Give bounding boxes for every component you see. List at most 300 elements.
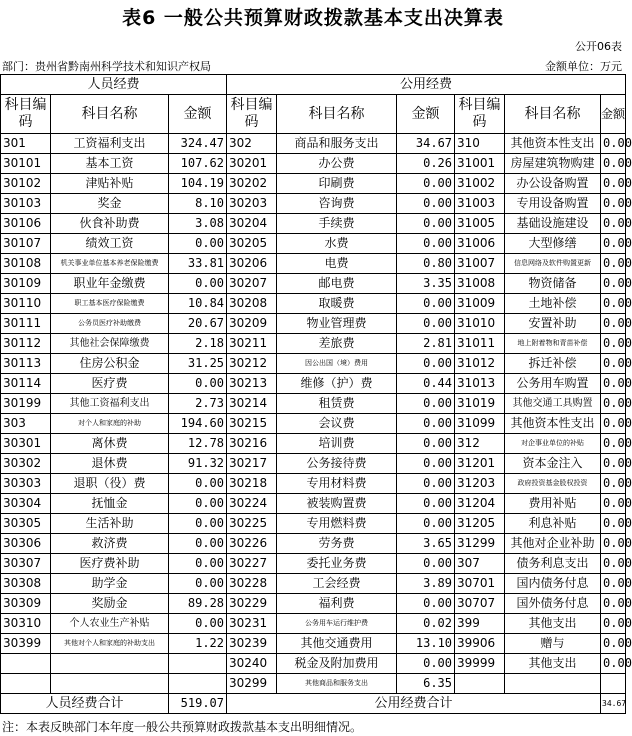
table-row — [1, 634, 626, 654]
amount-cell: 0.00 — [601, 154, 626, 174]
table-row — [1, 474, 626, 494]
code-cell: 303 — [1, 414, 51, 434]
code-cell: 30201 — [227, 154, 277, 174]
public-group-header: 公用经费 — [227, 75, 626, 95]
name-cell: 退职（役）费 — [51, 474, 169, 494]
name-cell: 税金及附加费用 — [277, 654, 397, 674]
name-cell: 委托业务费 — [277, 554, 397, 574]
code-cell: 31002 — [455, 174, 505, 194]
name-cell: 办公设备购置 — [505, 174, 601, 194]
amount-cell: 34.67 — [397, 134, 455, 154]
code-cell: 30206 — [227, 254, 277, 274]
form-code: 公开06表 — [575, 40, 622, 53]
code-cell: 30229 — [227, 594, 277, 614]
name-cell: 国外债务付息 — [505, 594, 601, 614]
name-cell: 工资福利支出 — [51, 134, 169, 154]
amount-cell: 0.00 — [601, 494, 626, 514]
name-cell: 咨询费 — [277, 194, 397, 214]
amount-cell: 0.80 — [397, 254, 455, 274]
code-cell: 39999 — [455, 654, 505, 674]
name-cell: 赠与 — [505, 634, 601, 654]
amount-cell: 0.00 — [601, 214, 626, 234]
name-cell: 债务利息支出 — [505, 554, 601, 574]
table-row — [1, 514, 626, 534]
name-cell: 其他交通工具购置 — [505, 394, 601, 414]
name-cell: 津贴补贴 — [51, 174, 169, 194]
col-header-name: 科目名称 — [505, 95, 601, 134]
name-cell: 伙食补助费 — [51, 214, 169, 234]
name-cell: 其他资本性支出 — [505, 134, 601, 154]
amount-cell: 31.25 — [169, 354, 227, 374]
table-row — [1, 254, 626, 274]
table-row — [1, 194, 626, 214]
code-cell: 30226 — [227, 534, 277, 554]
code-cell: 30209 — [227, 314, 277, 334]
code-cell: 30310 — [1, 614, 51, 634]
table-row — [1, 374, 626, 394]
name-cell: 离休费 — [51, 434, 169, 454]
name-cell: 基础设施建设 — [505, 214, 601, 234]
code-cell: 31203 — [455, 474, 505, 494]
department-label: 部门：贵州省黔南州科学技术和知识产权局 — [2, 60, 211, 73]
code-cell: 31003 — [455, 194, 505, 214]
totals-row — [1, 694, 626, 714]
name-cell: 资本金注入 — [505, 454, 601, 474]
code-cell: 30707 — [455, 594, 505, 614]
name-cell: 其他资本性支出 — [505, 414, 601, 434]
amount-cell: 0.00 — [601, 374, 626, 394]
amount-cell: 0.00 — [601, 394, 626, 414]
code-cell: 31008 — [455, 274, 505, 294]
amount-cell: 0.00 — [397, 294, 455, 314]
amount-cell: 0.00 — [397, 354, 455, 374]
code-cell: 30101 — [1, 154, 51, 174]
amount-cell: 2.18 — [169, 334, 227, 354]
name-cell: 机关事业单位基本养老保险缴费 — [51, 254, 169, 274]
name-cell: 退休费 — [51, 454, 169, 474]
code-cell: 31013 — [455, 374, 505, 394]
col-header-code: 科目编码 — [1, 95, 51, 134]
code-cell: 30114 — [1, 374, 51, 394]
code-cell: 30207 — [227, 274, 277, 294]
amount-cell: 0.00 — [601, 474, 626, 494]
amount-cell: 0.00 — [601, 574, 626, 594]
amount-cell: 20.67 — [169, 314, 227, 334]
amount-cell: 3.35 — [397, 274, 455, 294]
amount-cell: 0.00 — [397, 594, 455, 614]
col-header-code: 科目编码 — [455, 95, 505, 134]
table-row — [1, 594, 626, 614]
amount-cell: 12.78 — [169, 434, 227, 454]
amount-cell: 0.00 — [169, 374, 227, 394]
code-cell: 302 — [227, 134, 277, 154]
amount-cell: 10.84 — [169, 294, 227, 314]
table-row — [1, 394, 626, 414]
amount-cell: 13.10 — [397, 634, 455, 654]
amount-cell: 0.00 — [169, 614, 227, 634]
name-cell: 物资储备 — [505, 274, 601, 294]
code-cell: 30213 — [227, 374, 277, 394]
amount-cell: 0.00 — [169, 514, 227, 534]
name-cell: 其他对企业补助 — [505, 534, 601, 554]
code-cell: 31201 — [455, 454, 505, 474]
name-cell: 印刷费 — [277, 174, 397, 194]
code-cell: 30103 — [1, 194, 51, 214]
code-cell: 30216 — [227, 434, 277, 454]
name-cell: 安置补助 — [505, 314, 601, 334]
name-cell: 福利费 — [277, 594, 397, 614]
code-cell: 31205 — [455, 514, 505, 534]
amount-cell: 0.00 — [601, 434, 626, 454]
code-cell: 31001 — [455, 154, 505, 174]
table-row — [1, 154, 626, 174]
amount-cell: 0.00 — [169, 554, 227, 574]
code-cell: 30102 — [1, 174, 51, 194]
amount-cell: 0.00 — [601, 314, 626, 334]
table-row — [1, 674, 626, 694]
code-cell: 30309 — [1, 594, 51, 614]
amount-cell: 6.35 — [397, 674, 455, 694]
code-cell: 30202 — [227, 174, 277, 194]
amount-cell: 0.00 — [601, 254, 626, 274]
name-cell: 其他工资福利支出 — [51, 394, 169, 414]
code-cell: 30306 — [1, 534, 51, 554]
code-cell: 30227 — [227, 554, 277, 574]
amount-cell: 0.00 — [397, 494, 455, 514]
code-cell: 31204 — [455, 494, 505, 514]
code-cell: 30239 — [227, 634, 277, 654]
amount-cell — [601, 674, 626, 694]
footnote: 注：本表反映部门本年度一般公共预算财政拨款基本支出明细情况。 — [2, 720, 363, 734]
name-cell: 劳务费 — [277, 534, 397, 554]
code-cell: 30203 — [227, 194, 277, 214]
group-header-row — [1, 75, 626, 95]
public-total-label: 公用经费合计 — [227, 694, 601, 714]
code-cell: 30307 — [1, 554, 51, 574]
amount-cell: 0.00 — [169, 234, 227, 254]
amount-cell: 0.00 — [169, 474, 227, 494]
name-cell — [51, 674, 169, 694]
unit-label: 金额单位：万元 — [545, 60, 622, 73]
name-cell: 其他对个人和家庭的补助支出 — [51, 634, 169, 654]
amount-cell: 0.00 — [601, 274, 626, 294]
name-cell: 费用补贴 — [505, 494, 601, 514]
name-cell: 商品和服务支出 — [277, 134, 397, 154]
name-cell — [505, 674, 601, 694]
code-cell — [455, 674, 505, 694]
name-cell: 公务接待费 — [277, 454, 397, 474]
table-row — [1, 534, 626, 554]
name-cell: 办公费 — [277, 154, 397, 174]
name-cell: 其他支出 — [505, 614, 601, 634]
amount-cell: 0.00 — [601, 654, 626, 674]
name-cell: 地上附着物和青苗补偿 — [505, 334, 601, 354]
col-header-amount: 金额 — [169, 95, 227, 134]
amount-cell: 0.00 — [397, 314, 455, 334]
table-row — [1, 174, 626, 194]
code-cell: 307 — [455, 554, 505, 574]
expenditure-table — [0, 74, 632, 714]
code-cell: 31019 — [455, 394, 505, 414]
amount-cell: 0.00 — [397, 234, 455, 254]
amount-cell: 0.00 — [397, 394, 455, 414]
name-cell: 专用材料费 — [277, 474, 397, 494]
name-cell: 电费 — [277, 254, 397, 274]
code-cell: 30240 — [227, 654, 277, 674]
amount-cell: 89.28 — [169, 594, 227, 614]
amount-cell: 2.73 — [169, 394, 227, 414]
amount-cell: 0.00 — [397, 194, 455, 214]
name-cell: 职工基本医疗保险缴费 — [51, 294, 169, 314]
name-cell: 取暖费 — [277, 294, 397, 314]
table-row — [1, 574, 626, 594]
code-cell: 31005 — [455, 214, 505, 234]
name-cell: 专用燃料费 — [277, 514, 397, 534]
amount-cell: 0.00 — [397, 654, 455, 674]
amount-cell: 0.00 — [397, 434, 455, 454]
amount-cell: 0.00 — [601, 414, 626, 434]
table-row — [1, 134, 626, 154]
amount-cell: 0.00 — [601, 354, 626, 374]
amount-cell: 0.00 — [169, 494, 227, 514]
code-cell: 30217 — [227, 454, 277, 474]
amount-cell: 3.08 — [169, 214, 227, 234]
table-row — [1, 434, 626, 454]
amount-cell: 0.00 — [397, 414, 455, 434]
code-cell: 31007 — [455, 254, 505, 274]
name-cell: 专用设备购置 — [505, 194, 601, 214]
code-cell: 30107 — [1, 234, 51, 254]
code-cell: 30204 — [227, 214, 277, 234]
amount-cell: 3.89 — [397, 574, 455, 594]
code-cell: 312 — [455, 434, 505, 454]
name-cell: 土地补偿 — [505, 294, 601, 314]
name-cell: 医疗费补助 — [51, 554, 169, 574]
name-cell: 住房公积金 — [51, 354, 169, 374]
amount-cell: 0.00 — [397, 474, 455, 494]
name-cell: 手续费 — [277, 214, 397, 234]
code-cell: 30399 — [1, 634, 51, 654]
code-cell: 30109 — [1, 274, 51, 294]
code-cell: 30211 — [227, 334, 277, 354]
name-cell: 差旅费 — [277, 334, 397, 354]
table-row — [1, 414, 626, 434]
amount-cell: 3.65 — [397, 534, 455, 554]
name-cell: 职业年金缴费 — [51, 274, 169, 294]
name-cell: 拆迁补偿 — [505, 354, 601, 374]
name-cell: 大型修缮 — [505, 234, 601, 254]
column-header-row — [1, 95, 626, 134]
code-cell: 30305 — [1, 514, 51, 534]
name-cell: 利息补贴 — [505, 514, 601, 534]
name-cell: 基本工资 — [51, 154, 169, 174]
code-cell: 30113 — [1, 354, 51, 374]
table-row — [1, 294, 626, 314]
page-title: 表6 一般公共预算财政拨款基本支出决算表 — [122, 7, 504, 29]
col-header-name: 科目名称 — [277, 95, 397, 134]
personnel-total-label: 人员经费合计 — [1, 694, 169, 714]
name-cell: 生活补助 — [51, 514, 169, 534]
name-cell: 抚恤金 — [51, 494, 169, 514]
code-cell: 30108 — [1, 254, 51, 274]
table-row — [1, 554, 626, 574]
name-cell: 其他商品和服务支出 — [277, 674, 397, 694]
amount-cell — [169, 654, 227, 674]
code-cell: 30308 — [1, 574, 51, 594]
amount-cell: 0.00 — [601, 634, 626, 654]
code-cell: 39906 — [455, 634, 505, 654]
amount-cell: 0.00 — [397, 554, 455, 574]
name-cell: 奖励金 — [51, 594, 169, 614]
personnel-total-value: 519.07 — [169, 694, 227, 714]
amount-cell: 0.00 — [601, 334, 626, 354]
code-cell: 30225 — [227, 514, 277, 534]
personnel-group-header: 人员经费 — [1, 75, 227, 95]
amount-cell: 0.26 — [397, 154, 455, 174]
col-header-name: 科目名称 — [51, 95, 169, 134]
amount-cell: 0.00 — [397, 514, 455, 534]
amount-cell: 0.00 — [601, 554, 626, 574]
amount-cell: 0.00 — [601, 614, 626, 634]
name-cell: 其他交通费用 — [277, 634, 397, 654]
code-cell: 30218 — [227, 474, 277, 494]
table-row — [1, 314, 626, 334]
amount-cell: 0.00 — [397, 174, 455, 194]
name-cell: 其他支出 — [505, 654, 601, 674]
code-cell: 30215 — [227, 414, 277, 434]
name-cell: 国内债务付息 — [505, 574, 601, 594]
name-cell: 政府投资基金股权投资 — [505, 474, 601, 494]
code-cell: 30208 — [227, 294, 277, 314]
name-cell: 工会经费 — [277, 574, 397, 594]
table-row — [1, 334, 626, 354]
amount-cell: 0.00 — [397, 454, 455, 474]
code-cell: 310 — [455, 134, 505, 154]
amount-cell: 194.60 — [169, 414, 227, 434]
code-cell: 30228 — [227, 574, 277, 594]
code-cell: 31006 — [455, 234, 505, 254]
name-cell: 公务用车运行维护费 — [277, 614, 397, 634]
name-cell: 会议费 — [277, 414, 397, 434]
code-cell: 30301 — [1, 434, 51, 454]
code-cell: 31299 — [455, 534, 505, 554]
table-row — [1, 454, 626, 474]
amount-cell: 2.81 — [397, 334, 455, 354]
public-total-value: 34.67 — [601, 694, 626, 714]
amount-cell: 0.00 — [397, 214, 455, 234]
amount-cell: 0.00 — [601, 134, 626, 154]
code-cell: 31009 — [455, 294, 505, 314]
table-row — [1, 354, 626, 374]
name-cell: 医疗费 — [51, 374, 169, 394]
code-cell: 30112 — [1, 334, 51, 354]
table-row — [1, 654, 626, 674]
amount-cell: 324.47 — [169, 134, 227, 154]
name-cell: 公务用车购置 — [505, 374, 601, 394]
name-cell — [51, 654, 169, 674]
name-cell: 租赁费 — [277, 394, 397, 414]
code-cell: 30701 — [455, 574, 505, 594]
amount-cell: 0.44 — [397, 374, 455, 394]
amount-cell: 107.62 — [169, 154, 227, 174]
name-cell: 房屋建筑物购建 — [505, 154, 601, 174]
code-cell: 30205 — [227, 234, 277, 254]
code-cell: 31099 — [455, 414, 505, 434]
name-cell: 对个人和家庭的补助 — [51, 414, 169, 434]
code-cell — [1, 654, 51, 674]
col-header-amount: 金额 — [601, 95, 626, 134]
table-row — [1, 234, 626, 254]
code-cell: 31010 — [455, 314, 505, 334]
name-cell: 因公出国（境）费用 — [277, 354, 397, 374]
name-cell: 培训费 — [277, 434, 397, 454]
code-cell: 30299 — [227, 674, 277, 694]
code-cell: 30224 — [227, 494, 277, 514]
amount-cell: 0.00 — [601, 454, 626, 474]
name-cell: 其他社会保障缴费 — [51, 334, 169, 354]
code-cell: 30110 — [1, 294, 51, 314]
name-cell: 被装购置费 — [277, 494, 397, 514]
code-cell — [1, 674, 51, 694]
amount-cell: 0.00 — [601, 514, 626, 534]
name-cell: 公务员医疗补助缴费 — [51, 314, 169, 334]
table-row — [1, 494, 626, 514]
table-row — [1, 614, 626, 634]
amount-cell: 0.00 — [601, 174, 626, 194]
name-cell: 奖金 — [51, 194, 169, 214]
col-header-amount: 金额 — [397, 95, 455, 134]
code-cell: 301 — [1, 134, 51, 154]
code-cell: 31012 — [455, 354, 505, 374]
code-cell: 31011 — [455, 334, 505, 354]
amount-cell: 0.00 — [601, 234, 626, 254]
code-cell: 30214 — [227, 394, 277, 414]
name-cell: 水费 — [277, 234, 397, 254]
amount-cell: 0.00 — [169, 274, 227, 294]
code-cell: 30106 — [1, 214, 51, 234]
amount-cell: 8.10 — [169, 194, 227, 214]
name-cell: 信息网络及软件购置更新 — [505, 254, 601, 274]
code-cell: 30111 — [1, 314, 51, 334]
amount-cell: 0.00 — [169, 574, 227, 594]
amount-cell: 91.32 — [169, 454, 227, 474]
amount-cell: 104.19 — [169, 174, 227, 194]
code-cell: 30304 — [1, 494, 51, 514]
table-row — [1, 274, 626, 294]
code-cell: 30302 — [1, 454, 51, 474]
name-cell: 物业管理费 — [277, 314, 397, 334]
amount-cell: 33.81 — [169, 254, 227, 274]
amount-cell: 0.00 — [601, 294, 626, 314]
code-cell: 30199 — [1, 394, 51, 414]
name-cell: 维修（护）费 — [277, 374, 397, 394]
amount-cell: 1.22 — [169, 634, 227, 654]
code-cell: 30231 — [227, 614, 277, 634]
name-cell: 绩效工资 — [51, 234, 169, 254]
amount-cell: 0.00 — [601, 194, 626, 214]
name-cell: 对企事业单位的补贴 — [505, 434, 601, 454]
amount-cell — [169, 674, 227, 694]
name-cell: 个人农业生产补贴 — [51, 614, 169, 634]
col-header-code: 科目编码 — [227, 95, 277, 134]
name-cell: 助学金 — [51, 574, 169, 594]
amount-cell: 0.00 — [601, 534, 626, 554]
code-cell: 30303 — [1, 474, 51, 494]
amount-cell: 0.00 — [601, 594, 626, 614]
name-cell: 邮电费 — [277, 274, 397, 294]
table-row — [1, 214, 626, 234]
amount-cell: 0.00 — [169, 534, 227, 554]
